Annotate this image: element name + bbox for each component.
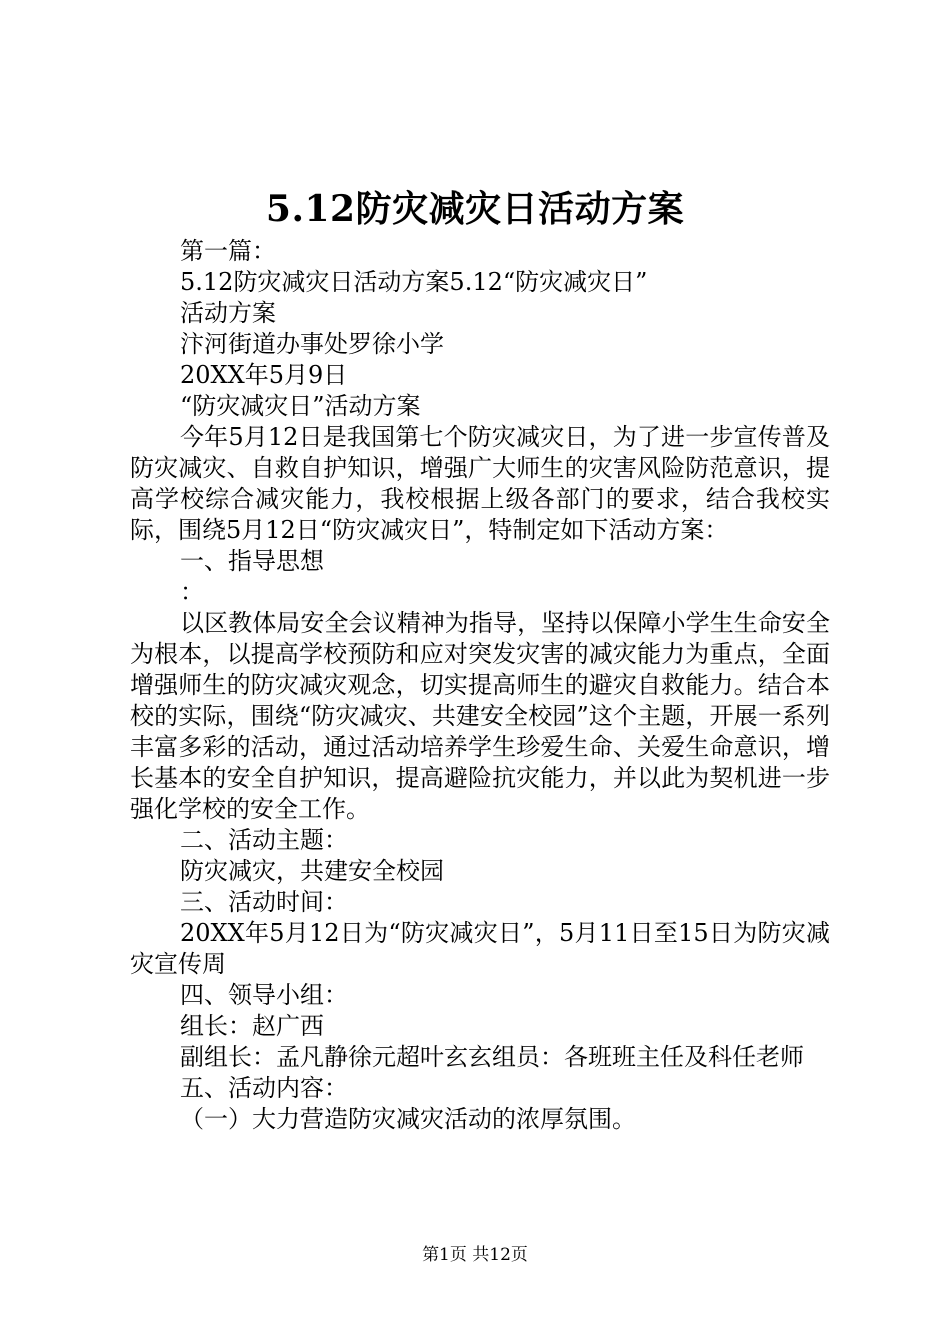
section-heading: 一、指导思想 [180,547,324,575]
section-heading: 五、活动内容： [180,1074,348,1102]
paragraph: 副组长：孟凡静徐元超叶玄玄组员：各班班主任及科任老师 [180,1043,804,1071]
paragraph: 汴河街道办事处罗徐小学 [180,330,444,358]
paragraph: 今年5月12日是我国第七个防灾减灾日，为了进一步宣传普及防灾减灾、自救自护知识，增强广大师生的灾害风险防范意识，提高学校综合减灾能力，我校根据上级各部门的要求，结合我校实际，围绕5月12日“防灾减灾日”，特制定如下活动方案： [130,423,830,544]
section-heading: 二、活动主题： [180,826,348,854]
document-title: 5.12防灾减灾日活动方案 [265,188,685,230]
paragraph: 20XX年5月9日 [180,361,348,389]
paragraph: （一）大力营造防灾减灾活动的浓厚氛围。 [180,1105,636,1133]
paragraph: 20XX年5月12日为“防灾减灾日”，5月11日至15日为防灾减灾宣传周 [130,919,830,978]
paragraph: 防灾减灾，共建安全校园 [180,857,444,885]
section-heading: 三、活动时间： [180,888,348,916]
document-body [130,236,830,1135]
paragraph: 活动方案 [180,299,276,327]
section-heading: 四、领导小组： [180,981,348,1009]
colon-line: ： [180,578,204,606]
paragraph: 组长：赵广西 [180,1012,324,1040]
paragraph: 以区教体局安全会议精神为指导，坚持以保障小学生生命安全为根本，以提高学校预防和应对突发灾害的减灾能力为重点，全面增强师生的防灾减灾观念，切实提高师生的避灾自救能力。结合本校的实际，围绕“防灾减灾、共建安全校园”这个主题，开展一系列丰富多彩的活动，通过活动培养学生珍爱生命、关爱生命意识，增长基本的安全自护知识，提高避险抗灾能力，并以此为契机进一步强化学校的安全工作。 [130,609,830,823]
paragraph: “防灾减灾日”活动方案 [180,392,421,420]
paragraph: 5.12防灾减灾日活动方案5.12“防灾减灾日” [180,268,648,296]
paragraph: 第一篇： [180,237,276,265]
page-footer: 第1页 共12页 [422,1245,528,1265]
